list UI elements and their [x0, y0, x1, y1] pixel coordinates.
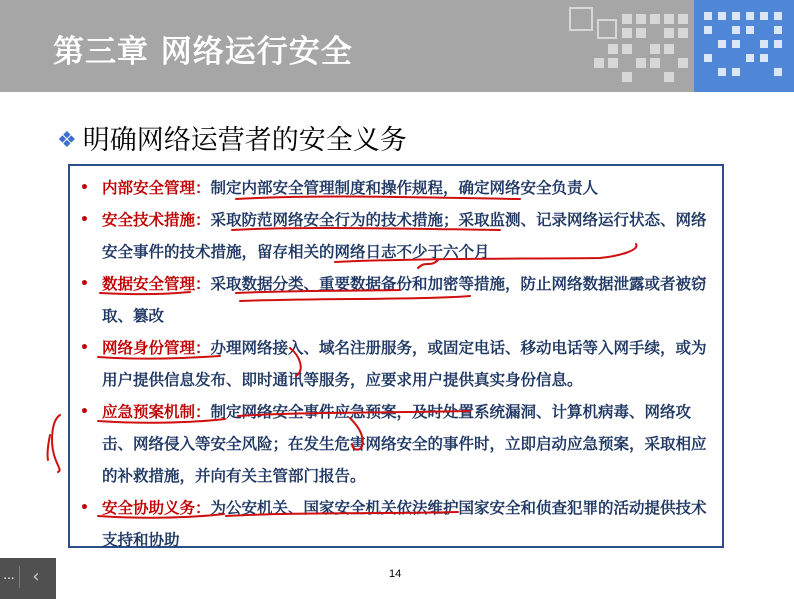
item-sep: ：	[195, 211, 211, 229]
more-options-button[interactable]: ...	[3, 568, 15, 582]
item-sep: ：	[195, 339, 211, 357]
item-sep: ：	[195, 499, 211, 517]
list-item	[80, 204, 710, 268]
slide-heading-text: 明确网络运营者的安全义务	[82, 125, 407, 156]
bullet-dot: •	[80, 180, 89, 196]
bullet-dot: •	[80, 340, 89, 356]
item-sep: ：	[195, 275, 211, 293]
list-item	[80, 268, 710, 332]
bullet-dot: •	[80, 500, 89, 516]
item-sep: ：	[195, 403, 211, 421]
item-term: 数据安全管理	[102, 275, 196, 293]
item-desc: 办理网络接入、域名注册服务，或固定电话、移动电话等入网手续，或为用户提供信息发布、即时通讯等服务，应要求用户提供真实身份信息。	[102, 339, 707, 389]
header-decoration	[560, 0, 794, 92]
bullet-dot: •	[80, 212, 89, 228]
item-desc: 采取数据分类、重要数据备份和加密等措施，防止网络数据泄露或者被窃取、篡改	[102, 275, 707, 325]
obligations-box	[68, 164, 724, 548]
item-term: 网络身份管理	[102, 339, 196, 357]
annotation-bracket	[48, 435, 50, 460]
list-item	[80, 332, 710, 396]
item-desc: 采取防范网络安全行为的技术措施；采取监测、记录网络运行状态、网络安全事件的技术措施，留存相关的网络日志不少于六个月	[102, 211, 707, 261]
item-desc: 为公安机关、国家安全机关依法维护国家安全和侦查犯罪的活动提供技术支持和协助	[102, 499, 707, 549]
slide-title: 第三章 网络运行安全	[53, 34, 353, 70]
diamond-bullet-icon: ❖	[57, 128, 77, 153]
slide-header	[0, 0, 794, 92]
item-term: 内部安全管理	[102, 179, 196, 197]
item-sep: ：	[195, 179, 211, 197]
previous-slide-button[interactable]: ‹	[32, 566, 40, 587]
item-desc: 制定网络安全事件应急预案，及时处置系统漏洞、计算机病毒、网络攻击、网络侵入等安全风险；在发生危害网络安全的事件时，立即启动应急预案，采取相应的补救措施，并向有关主管部门报告。	[102, 403, 707, 485]
bullet-dot: •	[80, 276, 89, 292]
bullet-dot: •	[80, 404, 89, 420]
slide-heading	[57, 118, 407, 157]
item-term: 安全协助义务	[102, 499, 196, 517]
annotation-bracket	[52, 415, 60, 472]
list-item	[80, 172, 710, 204]
page-number: 14	[389, 568, 402, 580]
list-item	[80, 396, 710, 492]
nav-divider	[19, 566, 20, 588]
item-term: 安全技术措施	[102, 211, 196, 229]
list-item	[80, 492, 710, 556]
item-term: 应急预案机制	[102, 403, 196, 421]
item-desc: 制定内部安全管理制度和操作规程，确定网络安全负责人	[210, 179, 599, 197]
